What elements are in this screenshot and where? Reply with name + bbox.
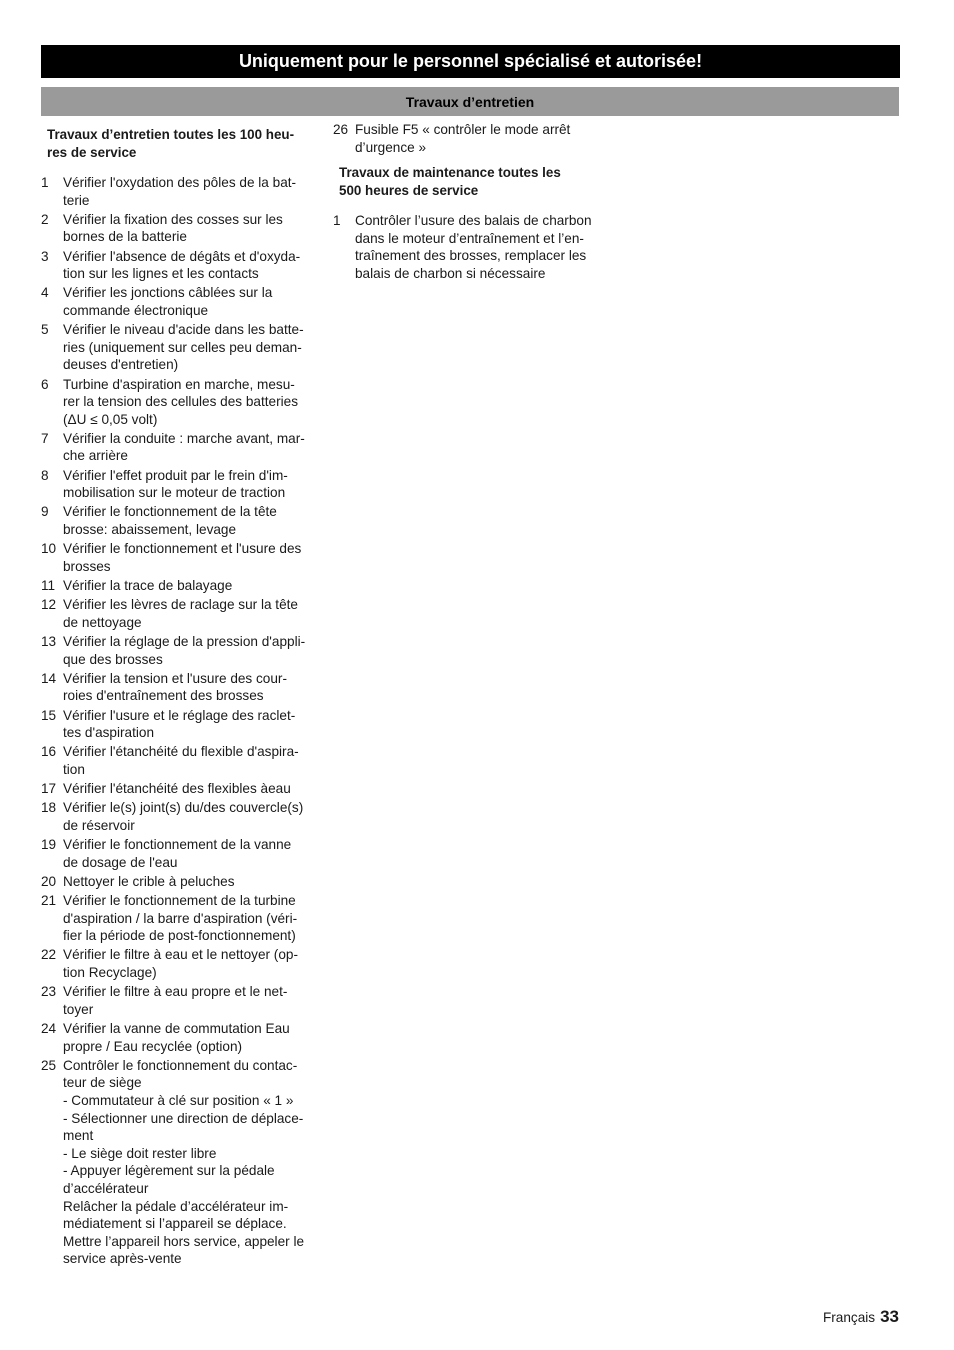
item-line: - Le siège doit rester libre — [63, 1145, 217, 1161]
item-line: bornes de la batterie — [63, 229, 187, 245]
section-heading-100h: Travaux d’entretien toutes les 100 heu- res de service — [47, 127, 295, 160]
item-line: Contrôler le fonctionnement du contac- — [63, 1057, 298, 1073]
list-item — [333, 121, 608, 156]
item-line: Vérifier le fonctionnement de la vanne — [63, 837, 292, 853]
item-line: roies d'entraînement des brosses — [63, 688, 264, 704]
item-line: Vérifier le fonctionnement de la tête — [63, 504, 277, 520]
item-number: 20 — [41, 873, 57, 889]
item-number: 3 — [41, 248, 49, 264]
item-line: de nettoyage — [63, 614, 142, 630]
checklist-100h-continued — [333, 121, 608, 156]
item-line: deuses d'entretien) — [63, 357, 179, 373]
list-item — [41, 1020, 316, 1055]
item-line: Vérifier l'effet produit par le frein d'im- — [63, 467, 288, 483]
item-text — [63, 211, 316, 246]
item-line: tion — [63, 761, 85, 777]
page-footer — [823, 1307, 899, 1327]
item-line: mobilisation sur le moteur de traction — [63, 485, 286, 501]
section-banner: Travaux d’entretien — [41, 87, 899, 116]
item-line: ment — [63, 1128, 94, 1144]
item-text — [63, 596, 316, 631]
item-text — [63, 1057, 316, 1268]
page-number: 33 — [880, 1307, 899, 1326]
item-line: Vérifier la vanne de commutation Eau — [63, 1020, 290, 1036]
item-text — [63, 892, 316, 945]
list-item — [41, 780, 316, 798]
item-text — [63, 577, 316, 595]
list-item — [41, 174, 316, 209]
list-item — [41, 503, 316, 538]
list-item — [41, 577, 316, 595]
item-line: Vérifier la conduite : marche avant, mar- — [63, 430, 305, 446]
item-line: commande électronique — [63, 302, 209, 318]
item-line: Vérifier le fonctionnement de la turbine — [63, 893, 296, 909]
item-number: 17 — [41, 781, 57, 797]
item-line: Vérifier les jonctions câblées sur la — [63, 285, 273, 301]
item-number: 13 — [41, 633, 57, 649]
item-number: 25 — [41, 1057, 57, 1073]
item-text — [63, 983, 316, 1018]
item-line: de réservoir — [63, 817, 135, 833]
item-text — [63, 799, 316, 834]
item-line: terie — [63, 192, 90, 208]
item-line: tion Recyclage) — [63, 965, 157, 980]
item-line: d'aspiration / la barre d'aspiration (véri- — [63, 910, 298, 926]
item-number: 21 — [41, 893, 57, 909]
item-line: Vérifier le filtre à eau et le nettoyer (op- — [63, 947, 298, 963]
item-line: Vérifier la trace de balayage — [63, 578, 233, 593]
item-number: 10 — [41, 541, 57, 557]
item-line: Vérifier la réglage de la pression d'appli- — [63, 633, 306, 649]
item-text — [63, 743, 316, 778]
item-number: 26 — [333, 122, 349, 137]
item-text — [63, 467, 316, 502]
item-line: (ΔU ≤ 0,05 volt) — [63, 411, 158, 427]
item-line: ries (uniquement sur celles peu deman- — [63, 339, 302, 355]
list-item — [333, 212, 608, 282]
item-number: 19 — [41, 837, 57, 853]
item-number: 23 — [41, 984, 57, 1000]
item-line: brosses — [63, 558, 111, 574]
item-text — [355, 212, 608, 282]
item-line: che arrière — [63, 448, 128, 464]
section-heading-500h: Travaux de maintenance toutes les 500 heures de service — [339, 165, 561, 199]
checklist-500h — [333, 212, 608, 282]
list-item — [41, 873, 316, 891]
item-line: teur de siège — [63, 1075, 142, 1091]
item-number: 5 — [41, 322, 49, 338]
item-text — [63, 670, 316, 705]
item-text — [63, 284, 316, 319]
checklist-100h — [41, 174, 316, 1268]
item-text — [63, 633, 316, 668]
list-item — [41, 946, 316, 981]
item-number: 1 — [333, 213, 341, 229]
list-item — [41, 707, 316, 742]
item-line: Vérifier l'usure et le réglage des raclet- — [63, 707, 296, 723]
item-line: médiatement si l’appareil se déplace. — [63, 1216, 287, 1232]
item-line: balais de charbon si nécessaire — [355, 265, 546, 281]
item-line: Nettoyer le crible à peluches — [63, 873, 235, 889]
item-line: Vérifier le fonctionnement et l'usure des — [63, 541, 302, 557]
item-line: - Sélectionner une direction de déplace- — [63, 1110, 304, 1126]
item-line: Fusible F5 « contrôler le mode arrêt — [355, 122, 571, 137]
item-line: Vérifier l'oxydation des pôles de la bat- — [63, 175, 297, 190]
item-line: Vérifier l'absence de dégâts et d'oxyda- — [63, 248, 301, 264]
item-line: propre / Eau recyclée (option) — [63, 1038, 243, 1054]
item-number: 14 — [41, 670, 57, 686]
item-number: 4 — [41, 285, 49, 301]
item-line: Relâcher la pédale d’accélérateur im- — [63, 1198, 289, 1214]
item-line: d’accélérateur — [63, 1180, 149, 1196]
item-line: Vérifier l'étanchéité du flexible d'aspira- — [63, 744, 299, 760]
item-text — [63, 1020, 316, 1055]
item-line: que des brosses — [63, 651, 163, 667]
list-item — [41, 284, 316, 319]
item-line: Vérifier le filtre à eau propre et le net- — [63, 984, 288, 1000]
list-item — [41, 321, 316, 374]
item-line: brosse: abaissement, levage — [63, 522, 237, 538]
list-item — [41, 540, 316, 575]
item-text — [63, 707, 316, 742]
list-item — [41, 983, 316, 1018]
list-item — [41, 633, 316, 668]
item-text — [355, 121, 608, 156]
item-number: 24 — [41, 1020, 57, 1036]
item-text — [63, 946, 316, 981]
item-line: fier la période de post-fonctionnement) — [63, 928, 296, 944]
item-line: rer la tension des cellules des batteries — [63, 394, 298, 410]
item-line: - Commutateur à clé sur position « 1 » — [63, 1092, 294, 1108]
item-line: dans le moteur d’entraînement et l’en- — [355, 230, 584, 246]
item-text — [63, 248, 316, 283]
item-line: service après-vente — [63, 1251, 182, 1267]
left-column — [41, 126, 316, 1269]
item-text — [63, 540, 316, 575]
item-number: 16 — [41, 744, 57, 760]
item-number: 8 — [41, 467, 49, 483]
item-line: Vérifier la tension et l'usure des cour- — [63, 670, 287, 686]
item-line: Turbine d'aspiration en marche, mesu- — [63, 376, 295, 392]
item-line: Vérifier le niveau d'acide dans les batte- — [63, 322, 304, 338]
item-line: de dosage de l'eau — [63, 854, 178, 870]
item-line: - Appuyer légèrement sur la pédale — [63, 1163, 275, 1179]
item-number: 12 — [41, 597, 57, 613]
list-item — [41, 892, 316, 945]
list-item — [41, 467, 316, 502]
item-line: tes d'aspiration — [63, 725, 155, 741]
item-number: 11 — [41, 578, 56, 593]
item-line: traînement des brosses, remplacer les — [355, 248, 587, 264]
item-text — [63, 376, 316, 429]
list-item — [41, 211, 316, 246]
item-number: 1 — [41, 175, 49, 190]
item-line: toyer — [63, 1001, 94, 1017]
list-item — [41, 376, 316, 429]
item-number: 2 — [41, 211, 49, 227]
item-text — [63, 321, 316, 374]
list-item — [41, 836, 316, 871]
item-line: d’urgence » — [355, 139, 427, 155]
list-item — [41, 248, 316, 283]
item-number: 7 — [41, 430, 49, 446]
page-banner: Uniquement pour le personnel spécialisé et autorisée! — [41, 45, 900, 78]
list-item — [41, 670, 316, 705]
list-item — [41, 1057, 316, 1268]
item-line: Vérifier l'étanchéité des flexibles àeau — [63, 781, 291, 797]
list-item — [41, 743, 316, 778]
item-number: 18 — [41, 800, 57, 816]
item-text — [63, 836, 316, 871]
item-line: Contrôler l’usure des balais de charbon — [355, 213, 592, 229]
item-number: 9 — [41, 504, 49, 520]
item-text — [63, 780, 316, 798]
item-number: 22 — [41, 947, 57, 963]
item-text — [63, 430, 316, 465]
item-text — [63, 174, 316, 209]
right-column — [333, 121, 608, 284]
item-line: tion sur les lignes et les contacts — [63, 266, 259, 282]
list-item — [41, 596, 316, 631]
item-text — [63, 503, 316, 538]
item-number: 6 — [41, 376, 49, 392]
item-line: Mettre l’appareil hors service, appeler le — [63, 1233, 305, 1249]
item-line: Vérifier le(s) joint(s) du/des couvercle(s) — [63, 800, 304, 816]
item-number: 15 — [41, 707, 57, 723]
item-text — [63, 873, 316, 891]
footer-language: Français — [822, 1310, 876, 1325]
item-line: Vérifier la fixation des cosses sur les — [63, 211, 283, 227]
list-item — [41, 430, 316, 465]
item-line: Vérifier les lèvres de raclage sur la tête — [63, 597, 298, 613]
list-item — [41, 799, 316, 834]
